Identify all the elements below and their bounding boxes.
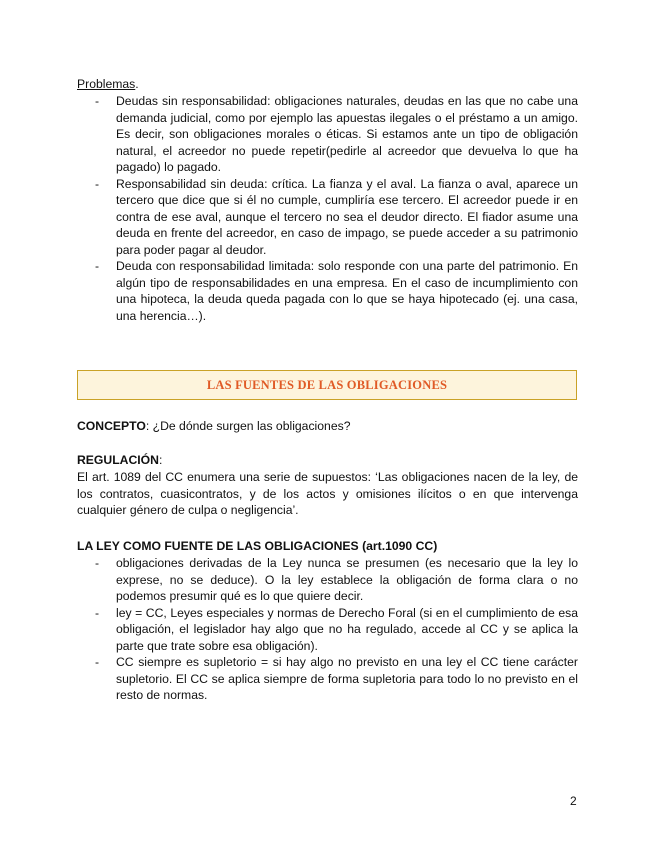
list-item: - Deuda con responsabilidad limitada: solo responde con una parte del patrimonio. En algún tipo de responsabilidades en una empresa. En el caso de incumplimiento con una hipoteca, la deuda queda pagada con lo que se haya hipotecado (ej. una casa, una herencia…). (95, 259, 578, 323)
ley-heading: LA LEY COMO FUENTE DE LAS OBLIGACIONES (art.1090 CC) (77, 539, 438, 553)
page-number: 2 (570, 794, 577, 808)
bullet-dash: - (95, 259, 100, 273)
list-item: - ley = CC, Leyes especiales y normas de Derecho Foral (si en el cumplimiento de esa obligación, el legislador hay algo que no ha regulado, accede al CC y se aplica la parte que trate sobre esa obligación). (95, 605, 578, 653)
concepto-paragraph: CONCEPTO: ¿De dónde surgen las obligaciones? (77, 419, 351, 433)
regulacion-heading: REGULACIÓN: (77, 453, 163, 467)
problems-heading: Problemas. (77, 77, 139, 91)
bullet-dash: - (95, 94, 100, 108)
list-item: - CC siempre es supletorio = si hay algo no previsto en una ley el CC tiene carácter supletorio. El CC se aplica siempre de forma supletoria para todo lo no previsto en el resto de normas. (95, 655, 578, 702)
list-item: - Deudas sin responsabilidad: obligaciones naturales, deudas en las que no cabe una demanda judicial, como por ejemplo las apuestas ilegales o el préstamo a un amigo. Es decir, son obligaciones morales o éticas. Si estamos ante un tipo de obligación natural, el acreedor no puede repetir(pedirle al acreedor que devuelva lo que ha pagado) lo pagado. (95, 94, 578, 174)
bullet-dash: - (95, 605, 100, 620)
section-title: LAS FUENTES DE LAS OBLIGACIONES (206, 377, 448, 392)
bullet-dash: - (95, 655, 100, 669)
section-title-box (77, 370, 577, 400)
bullet-dash: - (95, 176, 100, 191)
regulacion-paragraph: El art. 1089 del CC enumera una serie de supuestos: ‘Las obligaciones nacen de la ley, de los contratos, cuasicontratos, y de los actos y omisiones ilícitos o en que intervenga cualquier género de culpa o negligencia’. (77, 470, 578, 517)
ley-list (77, 555, 578, 704)
bullet-dash: - (95, 556, 100, 570)
list-item: - Responsabilidad sin deuda: crítica. La fianza y el aval. La fianza o aval, aparece un tercero que dice que si él no cumple, cumpliría ese tercero. El acreedor puede ir en contra de ese aval, aunque el tercero no sea el deudor directo. El fiador asume una deuda en frente del acreedor, en caso de impago, se puede acceder a su patrimonio para poder pagar al deudor. (95, 176, 578, 257)
list-item: - obligaciones derivadas de la Ley nunca se presumen (es necesario que la ley lo exprese, no se deduce). O la ley establece la obligación de forma clara o no podemos presumir qué es lo que quiere decir. (95, 556, 578, 603)
concepto-label: CONCEPTO (77, 419, 146, 433)
problems-list (77, 93, 578, 324)
